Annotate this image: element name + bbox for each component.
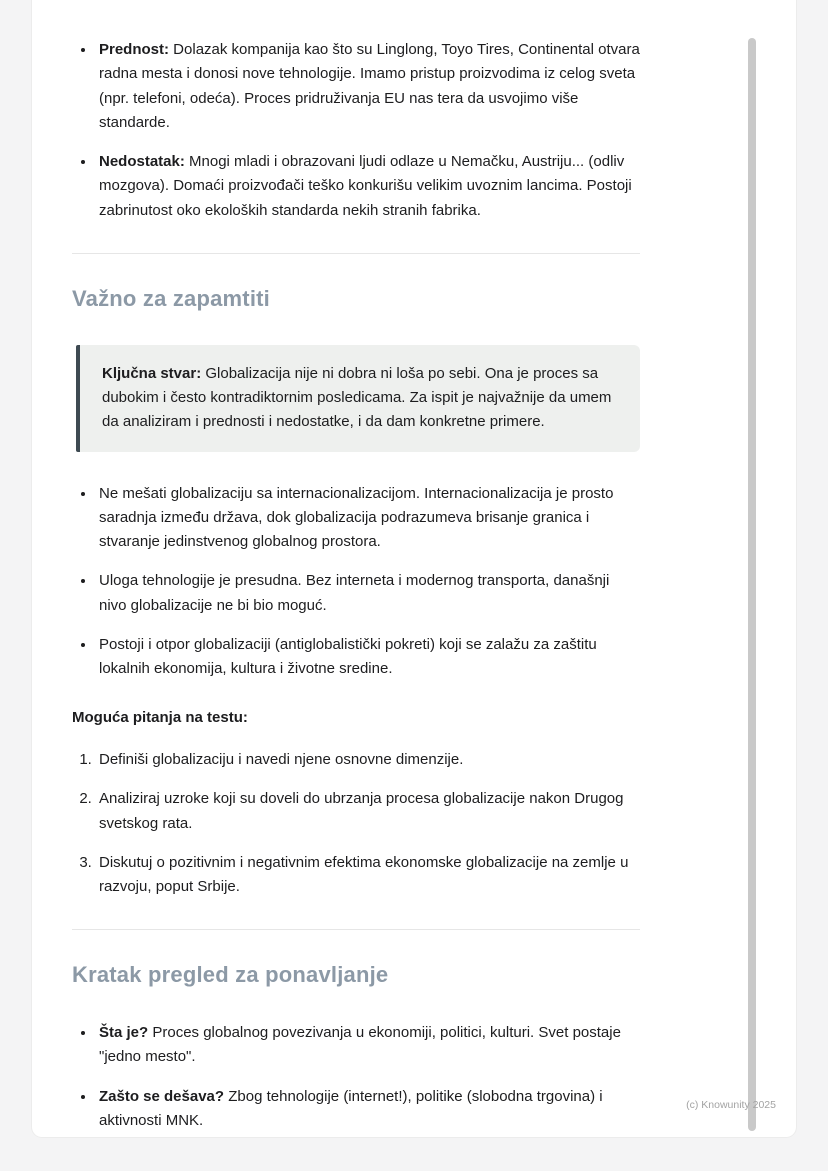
list-item: • Postoji i otpor globalizaciji (antiglobalistički pokreti) koji se zalažu za zaštitu lokalnih ekonomija, kultura i životne sredine.: [96, 633, 640, 682]
document-content: [32, 0, 640, 1133]
section-heading-important: Važno za zapamtiti: [72, 286, 270, 312]
key-point-callout: [76, 345, 640, 452]
bullet-bold-label: Prednost:: [99, 41, 170, 58]
bullet-bold-label: Nedostatak:: [99, 153, 185, 171]
list-item-prednost: [96, 38, 640, 135]
review-list: [72, 1021, 640, 1133]
bullet-bold-label: Šta je?: [99, 1024, 149, 1042]
important-notes-list: [72, 482, 640, 682]
question-item: 1. Definiši globalizaciju i navedi njene osnovne dimenzije.: [96, 748, 640, 772]
document-page: [32, 0, 796, 1137]
callout-text: Globalizacija nije ni dobra ni loša po sebi. Ona je proces sa dubokim i često kontradiktornim posledicama. Za ispit je najvažnije da umem da analiziram i prednosti i nedostatke, i da dam konkretne primere.: [102, 364, 612, 431]
question-item: 2. Analiziraj uzroke koji su doveli do ubrzanja procesa globalizacije nakon Drugog svetskog rata.: [96, 787, 640, 836]
pros-cons-list: [72, 38, 640, 223]
callout-bold-label: Ključna stvar:: [102, 364, 202, 382]
question-item: 3. Diskutuj o pozitivnim i negativnim efektima ekonomske globalizacije na zemlje u razvoju, poput Srbije.: [96, 851, 640, 900]
section-heading-review: Kratak pregled za ponavljanje: [72, 962, 389, 988]
bullet-text: Proces globalnog povezivanja u ekonomiji, politici, kulturi. Svet postaje "jedno mesto".: [99, 1024, 621, 1066]
bullet-bold-label: Zašto se dešava?: [99, 1087, 225, 1105]
list-item: • Ne mešati globalizaciju sa internacionalizacijom. Internacionalizacija je prosto saradnja između država, dok globalizacija podrazumeva brisanje granica i stvaranje jedinstvenog globalnog prostora.: [96, 482, 640, 555]
bullet-text: Dolazak kompanija kao što su Linglong, Toyo Tires, Continental otvara radna mesta i donosi nove tehnologije. Imamo pristup proizvodima iz celog sveta (npr. telefoni, odeća). Proces pridruživanja EU nas tera da usvojimo više standarde.: [99, 41, 640, 131]
scrollbar[interactable]: [748, 38, 756, 1131]
copyright-credit: (c) Knowunity 2025: [686, 1099, 776, 1111]
list-item: • Uloga tehnologije je presudna. Bez interneta i modernog transporta, današnji nivo globalizacije ne bi bio moguć.: [96, 569, 640, 618]
questions-label: Moguća pitanja na testu:: [72, 708, 248, 726]
list-item-zasto: [96, 1085, 640, 1134]
callout-paragraph: [102, 362, 618, 435]
test-questions-list: [72, 748, 640, 899]
bullet-text: Zbog tehnologije (internet!), politike (slobodna trgovina) i aktivnosti MNK.: [99, 1087, 603, 1129]
section-divider: [72, 929, 640, 930]
list-item-sta-je: [96, 1021, 640, 1070]
list-item-nedostatak: [96, 150, 640, 223]
bullet-text: Mnogi mladi i obrazovani ljudi odlaze u Nemačku, Austriju... (odliv mozgova). Domaći proizvođači teško konkurišu velikim uvoznim lancima. Postoji zabrinutost oko ekoloških standarda nekih stranih fabrika.: [99, 153, 632, 219]
section-divider: [72, 253, 640, 254]
